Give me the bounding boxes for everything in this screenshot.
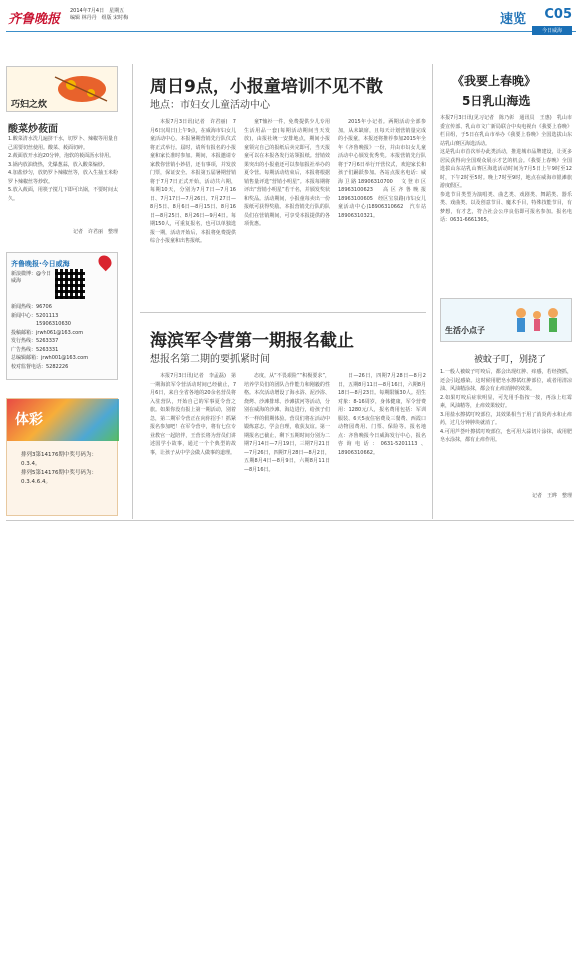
article2-para: 本报7月3日讯(记者 李孟磊) 第一期海滨军令营活动时间已经截止，7月6日，来自全省各地的20余名营员将入驻营队，开始自己的军事夏令营之旅。如果你没有报上第一期活动，别着急，第二期军令营正在向你招手！抓紧报名参加吧！在军令营中，将有七位专业教官一起陪伴，王营长将为营员们讲述国学小故事，通过一个个典型的故事，让孩子从中学会做人做事的道理。 — [150, 373, 236, 456]
tips-credit: 记者 王晔 整理 — [531, 493, 572, 499]
masthead — [6, 4, 576, 32]
section-divider — [140, 312, 426, 313]
contact-line: 发行热线：5263337 — [11, 338, 59, 344]
family-illustration — [507, 301, 567, 341]
cooking-title: 酸菜炒莜面 — [8, 124, 58, 135]
article2-col3 — [338, 372, 426, 458]
contact-line: 广告热线：5263331 — [11, 346, 59, 353]
lottery-logo: 体彩 — [15, 412, 43, 428]
contact-title: 齐鲁晚报·今日威海 — [11, 260, 70, 268]
bread-subtitle: 5日乳山海选 — [462, 94, 531, 108]
lottery-results — [21, 451, 113, 487]
article1-para: 本报7月3日讯(记者 许君丽) 7月6日(周日)上午9点，在威海市妇女儿童活动中心，本报暑期营销先行队仪式将正式举行。届时，请所有报名的小报童和家长准时参加。期间，本报邀请专家教你营销小妙招，还有事项，并发放门票，保证安全。本报第五届暑期营销将于7月7日正式开始，活动共六期，每期10天，分别为7月7日—7月16日、7月17日—7月26日、7月27日—8月5日、8月6日—8月15日、8月16日—8月25日、8月26日—9月4日。每期150人，可重复报名，也可以单独选报一期，活动开始后，本报将免费提供综合小报童和出售报纸。 — [150, 119, 236, 244]
bread-title: 《我要上春晚》 — [452, 74, 537, 88]
qr-code-icon — [55, 269, 85, 299]
contact-line: 新闻中心：5201113 — [11, 312, 59, 319]
article2-title: 海滨军令营第一期报名截止 — [150, 331, 354, 351]
article2-para: 态度，从“不畏艰险”“积极要求”，培养学员们的团队合作能力和刚毅的性格。本次活动增设了海水浴、泥沙浴、烧烤、沙滩排球、沙滩拔河等活动，分别在威海的沙滩、海边进行，给孩子们不一样的假期体验。营员们将在活动中锻炼意志，学会自理，收获友谊。第一期报名已截止，剩下五期时间分别为二期7月14日—7月19日，三期7月21日—7月26日，四期7月28日—8月2日，五期8月4日—8月9日，六期8月11日—8月16日。 — [244, 373, 330, 473]
issue-editors: 编辑 林丹丹 组版 宋时梅 — [70, 15, 129, 21]
lottery-box — [6, 398, 118, 516]
article1-para: 童T恤衫一件，免费提供少儿专用生活用品一套(每期活动期间当天发放)，由报社统一安排地点，期间小报童领完自己的报纸后卖完即可，当天报童可以在本报各发行站领报纸。营销效果突出的小报童还可以参加报社举办的夏令营。每期活动结束后，本报将根据销售量评选“营销小明星”。本报每期将评出“营销小明星”若干名，并颁发奖状和奖品。活动期间，小报童每卖出一份报纸可获得奖励。本报营销先行队的队员们在营销期间，可享受本报提供的各项优惠。 — [244, 119, 330, 227]
section-title: 速览 — [499, 12, 526, 27]
column-divider — [432, 64, 433, 519]
cooking-body: 1.酸菜清水洗几遍挤干水，切罗卜、辣椒等用量自己需要切丝使用。酸菜、莜面切碎。 2.莜面放开水泡20分钟，泡软的莜面沥水待用。 3.锅内放油烧热，先爆葱蒜，放入酸菜煸炒。 4.加盐炒匀，放奶罗卜辣椒丝等，放入生抽玉米粉罗卜辣椒丝等炒软。 5.放入莜面，用筷子搅几下即可出锅，不要时间太久。 — [8, 136, 118, 202]
tips-title: 被蚊子叮，别挠了 — [474, 355, 547, 365]
tips-body: 1.一般人被蚊子叮咬后，都会出现红肿、痒感，若经挠抓，还会引起感染。这时候用肥皂水擦拭红肿部位，或者用清凉油、风油精涂抹，都会有止痒消肿的效果。 2.如果叮咬后症状明显，可先用手指按一按，再涂上红霉素，风油精等，止痒效果较好。 3.用盐水擦拭叮咬部位，其效果相当于用了消炎药水和止痒药，过几分钟肿块就消了。 4.可用芦荟叶擦拭叮咬部位，也可用大蒜切片涂抹，或用肥皂水涂抹，都有止痒作用。 — [440, 369, 572, 443]
article1-subtitle: 地点：市妇女儿童活动中心 — [150, 100, 270, 111]
contact-lines — [11, 303, 88, 371]
contact-line: 投稿邮箱：jrwh061@163.com — [11, 329, 84, 336]
contact-line: 15906310630 — [11, 321, 71, 327]
issue-meta — [70, 8, 128, 22]
article1-col3 — [338, 118, 426, 221]
contact-line: 总编辑邮箱：jrwh001@163.com — [11, 355, 89, 361]
pin-icon — [96, 253, 114, 271]
page-bottom-rule — [6, 520, 574, 521]
subsection-label: 今日威海 — [532, 26, 572, 35]
cooking-credit: 记者 许君丽 整理 — [72, 229, 118, 235]
article2-col1 — [150, 372, 236, 458]
article1-title: 周日9点，小报童培训不见不散 — [150, 77, 383, 97]
tips-tag: 生活小点子 — [445, 326, 485, 335]
contact-line: 校对监督电话：5282226 — [11, 363, 69, 370]
article2-subtitle: 想报名第二期的要抓紧时间 — [150, 354, 270, 365]
article1-col1 — [150, 118, 236, 247]
lottery-line: 排列3第14176期中奖号码为：0.3.4。 — [21, 452, 97, 467]
contact-line: 新闻热线：96706 — [11, 304, 52, 310]
article1-para: 2015年小记者。两期活动全部参加，从未缺席，且每天计划营销量完成的小报童，本报还将推荐参加2015年全年《齐鲁晚报》一份，并由市妇女儿童活动中心颁发优秀奖。本报营销先行队将于7月6日举行开营仪式，欢迎家长和孩子们踊跃参加。各站点报名电话：威海卫路18906310700 文登市区18963100623 高区齐鲁晚报18963100605 经区宝泉路(市妇女儿童活动中心)18906310662 汽车站18906310321。 — [338, 119, 426, 219]
newspaper-logo: 齐鲁晚报 — [8, 12, 61, 27]
contact-weibo: 新浪微博：@今日威海 — [11, 271, 52, 284]
contact-box — [6, 252, 118, 380]
issue-date: 2014年7月4日 星期五 — [70, 8, 125, 14]
article1-col2 — [244, 118, 330, 230]
article2-para: 日—26日，四期7月28日—8月2日，五期8月11日—8月16日，六期8月18日—8月23日。每期限额30人。招生对象：8-16周岁，身体健康，军令营费用：1280元/人，报名费用包括：军训服装、6天5夜住宿费及三餐费、西霞口动物园费用、门票、保险等。报名地点：齐鲁晚报今日威海发行中心，报名咨询电话：0631-5201113、18906310662。 — [338, 373, 426, 456]
cooking-tag: 巧妇之炊 — [11, 100, 48, 110]
bread-body: 本报7月3日讯(见习记者 陈乃彰 通讯员 王惠) 乳山市委宣传部、乳山市文广新局联合中央电视台《我要上春晚》栏目组，于5日在乳山市举办《我要上春晚》全国选拔山东站乳山赛区海选活动。 这是乳山市首次举办此类活动，推进城市品牌建设，让更多居民获得向全国观众展示才艺的机会。《我要上春晚》全国选拔山东站乳山赛区海选活动时间为7月5日上午9时至12时，下午2时至5时。晚上7时至9时，地点在威海市银滩旅游度假区。 参选节目类型为演唱类、曲艺类、戏剧类、舞蹈类、器乐类、戏曲类、以及创意节目、魔术手目，特殊技能节目，有梦想，有才艺，符合社会公序良俗即可报名参加。报名电话：0631-6661365。 — [440, 115, 572, 223]
lottery-line: 排列5第14176期中奖号码为：0.3.4.6.4。 — [21, 470, 97, 485]
page-number: C05 — [544, 7, 572, 22]
article2-col2 — [244, 372, 330, 475]
column-divider — [132, 64, 133, 519]
cooking-banner — [6, 66, 118, 112]
tips-banner — [440, 298, 572, 342]
